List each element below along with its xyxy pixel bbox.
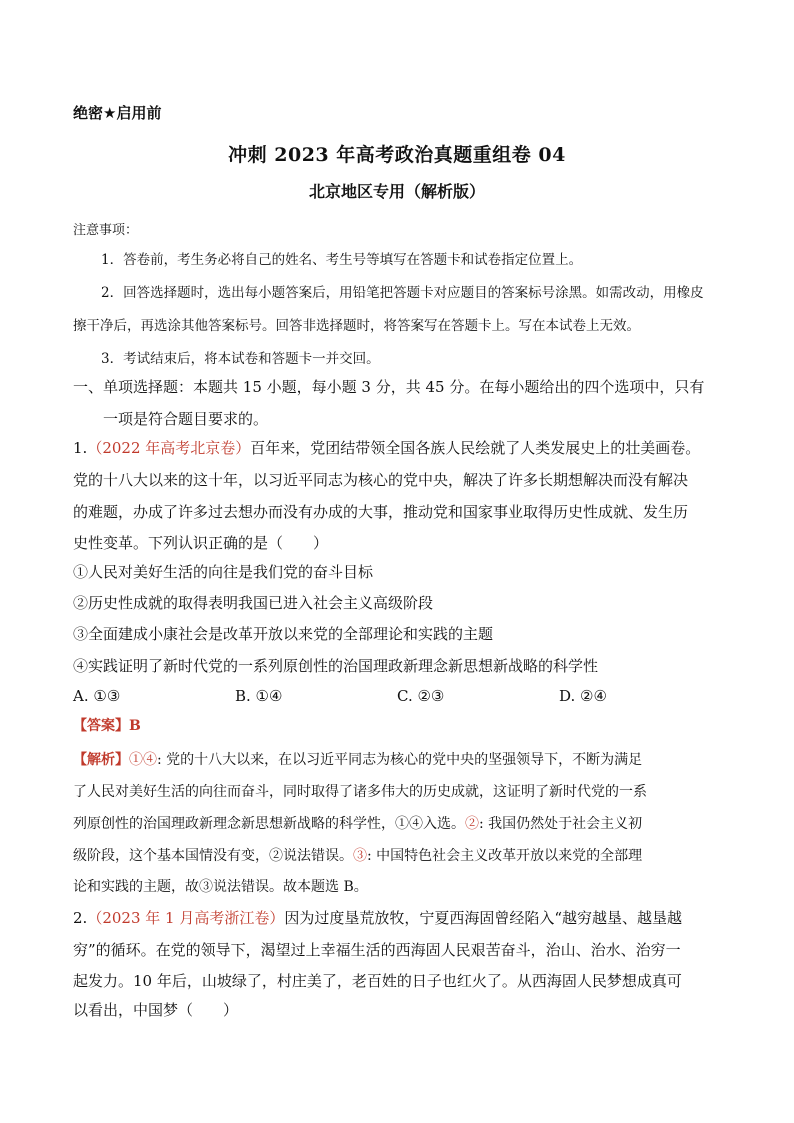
- question-source: （2023 年 1 月高考浙江卷）: [87, 909, 285, 927]
- statement-4: ④实践证明了新时代党的一系列原创性的治国理政新理念新思想新战略的科学性: [73, 657, 599, 675]
- question-stem: 因为过度垦荒放牧，宁夏西海固曾经陷入“越穷越垦、越垦越: [284, 909, 683, 927]
- statement-1: ①人民对美好生活的向往是我们党的奋斗目标: [73, 563, 374, 581]
- section-heading: 一、单项选择题：本题共 15 小题，每小题 3 分，共 45 分。在每小题给出的四个选项中，只有: [73, 378, 705, 396]
- page-title: 冲刺 2023 年高考政治真题重组卷 04: [228, 144, 566, 166]
- explanation-line-2: 了人民对美好生活的向往而奋斗，同时取得了诸多伟大的历史成就，这证明了新时代党的一系: [73, 784, 647, 800]
- question-number: 1.: [73, 439, 88, 457]
- question-stem: 百年来，党团结带领全国各族人民绘就了人类发展史上的壮美画卷。: [250, 439, 701, 457]
- notice-item-2-cont: 擦干净后，再选涂其他答案标号。回答非选择题时，将答案写在答题卡上。写在本试卷上无效。: [73, 318, 640, 334]
- question-1-line-3: 的难题，办成了许多过去想办而没有办成的大事，推动党和国家事业取得历史性成就、发生历: [73, 503, 689, 521]
- question-2-line-4: 以看出，中国梦（ ）: [73, 1001, 239, 1019]
- notice-item-3: 3．考试结束后，将本试卷和答题卡一并交回。: [101, 351, 380, 367]
- statement-3: ③全面建成小康社会是改革开放以来党的全部理论和实践的主题: [73, 625, 494, 643]
- explanation-line-5: 论和实践的主题，故③说法错误。故本题选 B。: [73, 879, 368, 895]
- option-a: A. ①③: [73, 687, 121, 705]
- explanation-label: 【解析】: [73, 752, 129, 768]
- answer-label: 【答案】: [73, 718, 129, 734]
- answer-line: [73, 715, 141, 735]
- notice-item-1: 1．答卷前，考生务必将自己的姓名、考生号等填写在答题卡和试卷指定位置上。: [101, 252, 583, 268]
- notice-item-2: 2．回答选择题时，选出每小题答案后，用铅笔把答题卡对应题目的答案标号涂黑。如需改动，用橡皮: [101, 285, 704, 301]
- page-subtitle: 北京地区专用（解析版）: [308, 182, 485, 201]
- question-2-line-1: [73, 907, 682, 928]
- question-1-line-2: 党的十八大以来的这十年，以习近平同志为核心的党中央，解决了许多长期想解决而没有解决: [73, 471, 689, 489]
- explanation-line-1: 【解析】①④: 党的十八大以来，在以习近平同志为核心的党中央的坚强领导下，不断为满足: [73, 752, 643, 768]
- option-d: D. ②④: [559, 687, 607, 705]
- question-2-line-3: 起发力。10 年后，山坡绿了，村庄美了，老百姓的日子也红火了。从西海固人民梦想成真可: [73, 972, 682, 990]
- section-heading-cont: 一项是符合题目要求的。: [103, 410, 269, 428]
- option-b: B. ①④: [235, 687, 283, 705]
- confidential-mark: 绝密★启用前: [73, 104, 162, 122]
- question-2-line-2: 穷”的循环。在党的领导下，渴望过上幸福生活的西海固人民艰苦奋斗，治山、治水、治穷一: [73, 941, 681, 959]
- option-c: C. ②③: [397, 687, 445, 705]
- explanation-line-3: 列原创性的治国理政新理念新思想新战略的科学性，①④入选。②: 我国仍然处于社会主义初: [73, 816, 643, 832]
- notice-heading: 注意事项：: [73, 223, 139, 238]
- question-1-line-1: [73, 437, 700, 458]
- answer-value: B: [129, 718, 141, 734]
- explanation-line-4: 级阶段，这个基本国情没有变，②说法错误。③: 中国特色社会主义改革开放以来党的全部理: [73, 848, 643, 864]
- question-1-line-4: 史性变革。下列认识正确的是（ ）: [73, 534, 329, 552]
- question-source: （2022 年高考北京卷）: [87, 439, 251, 457]
- statement-2: ②历史性成就的取得表明我国已进入社会主义高级阶段: [73, 594, 434, 612]
- question-number: 2.: [73, 909, 88, 927]
